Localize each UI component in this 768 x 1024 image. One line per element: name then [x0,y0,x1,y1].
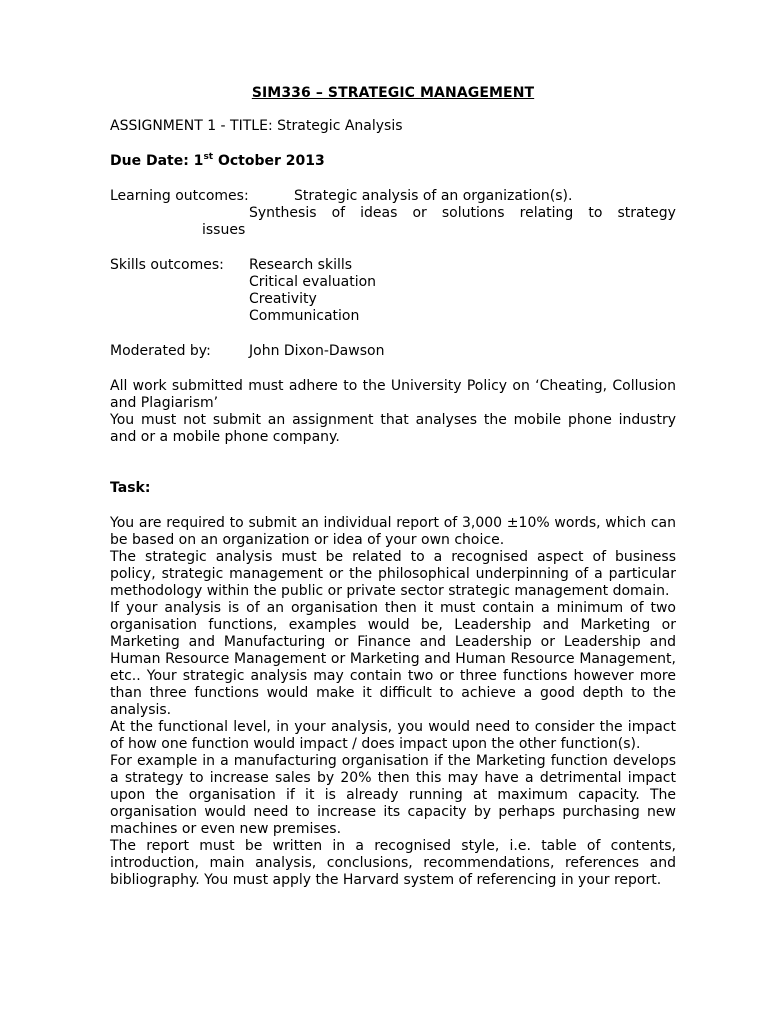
due-date-suffix: October 2013 [213,153,325,169]
lo2-word: strategy [617,205,676,221]
task-paragraph: If your analysis is of an organisation then it must contain a minimum of two organisation functions, examples would be, Leadership and Marketing or Marketing and Manufacturing or Finance and Leadership or Leadership and Human Resource Management or Marketing and Human Resource Management, etc.. Your strategic analysis may contain two or three functions however more than three functions would make it difficult to achieve a good depth to the analysis. [110,600,676,718]
task-heading: Task: [110,480,151,496]
learning-outcomes-label: Learning outcomes: [110,188,249,204]
skills-item: Communication [249,308,360,324]
learning-outcomes-row [110,188,676,205]
moderated-row [110,343,676,360]
skills-outcomes-row [110,257,676,274]
policy-paragraph: All work submitted must adhere to the University Policy on ‘Cheating, Collusion and Plagiarism’ [110,378,676,411]
lo2-word: to [588,205,603,221]
skills-item: Creativity [249,291,317,307]
document-page [0,85,768,1024]
due-date-prefix: Due Date: 1 [110,153,204,169]
assignment-title: ASSIGNMENT 1 - TITLE: Strategic Analysis [110,118,403,134]
learning-outcome-2 [110,205,676,222]
lo2-word: ideas [360,205,398,221]
document-title: SIM336 – STRATEGIC MANAGEMENT [251,85,535,101]
learning-outcome-2-cont: issues [202,222,246,238]
skills-item: Research skills [249,257,353,273]
task-paragraph: At the functional level, in your analysis, you would need to consider the impact of how one function would impact / does impact upon the other function(s). [110,719,676,752]
task-paragraph: The strategic analysis must be related to a recognised aspect of business policy, strategic management or the philosophical underpinning of a particular methodology within the public or private sector strategic management domain. [110,549,676,599]
task-paragraph: You are required to submit an individual report of 3,000 ±10% words, which can be based on an organization or idea of your own choice. [110,515,676,548]
lo2-word: of [331,205,346,221]
moderator-name: John Dixon-Dawson [249,343,385,359]
restriction-paragraph: You must not submit an assignment that analyses the mobile phone industry and or a mobile phone company. [110,412,676,445]
skills-outcomes-label: Skills outcomes: [110,257,224,273]
due-date [110,153,676,170]
learning-outcome-1: Strategic analysis of an organization(s). [294,188,573,204]
lo2-word: relating [519,205,574,221]
due-date-ordinal: st [203,152,214,162]
lo2-word: solutions [441,205,505,221]
moderated-label: Moderated by: [110,343,211,359]
task-paragraph: For example in a manufacturing organisation if the Marketing function develops a strategy to increase sales by 20% then this may have a detrimental impact upon the organisation if it is already running at maximum capacity. The organisation would need to increase its capacity by perhaps purchasing new machines or even new premises. [110,753,676,837]
task-paragraph: The report must be written in a recognised style, i.e. table of contents, introduction, main analysis, conclusions, recommendations, references and bibliography. You must apply the Harvard system of referencing in your report. [110,838,676,888]
lo2-word: Synthesis [249,205,317,221]
skills-item: Critical evaluation [249,274,377,290]
lo2-word: or [412,205,427,221]
document-body [110,85,676,889]
